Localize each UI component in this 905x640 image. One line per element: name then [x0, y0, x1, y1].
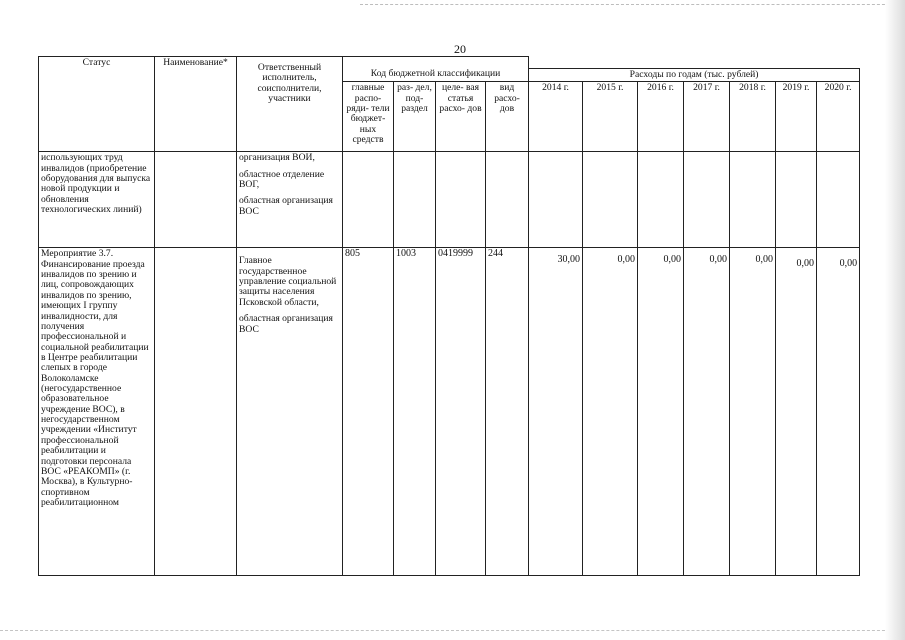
- scan-bottom-edge: [0, 630, 905, 631]
- row2-amount-2017: [684, 248, 730, 576]
- row1-empty-cell: [776, 152, 817, 248]
- row1-empty-cell: [730, 152, 776, 248]
- header-responsible: Ответственный исполнитель, соисполнители, участники: [237, 57, 343, 152]
- row1-empty-cell: [486, 152, 529, 248]
- scan-right-shadow: [885, 0, 905, 640]
- row2-code-target-article: 0419999: [436, 248, 486, 576]
- row2-amount-2016: [638, 248, 684, 576]
- header-year-2015: 2015 г.: [583, 82, 638, 152]
- header-expenses-group: Расходы по годам (тыс. рублей): [529, 69, 860, 82]
- row1-empty-cell: [436, 152, 486, 248]
- row2-code-expense-type: 244: [486, 248, 529, 576]
- amount-value: 0,00: [755, 254, 774, 266]
- header-name: Наименование*: [155, 57, 237, 152]
- amount-value: 30,00: [557, 254, 581, 266]
- header-budget-code-group: Код бюджетной классификации: [343, 57, 529, 82]
- header-year-2019: 2019 г.: [776, 82, 817, 152]
- row2-responsible-line: областная организация ВОС: [239, 313, 333, 335]
- row1-responsible-line: областное отделение ВОГ,: [239, 168, 325, 191]
- row1-empty-cell: [817, 152, 860, 248]
- header-year-2018: 2018 г.: [730, 82, 776, 152]
- row2-code-section: 1003: [394, 248, 436, 576]
- row2-amount-2014: [529, 248, 583, 576]
- row2-responsible: [237, 248, 343, 576]
- page-number: 20: [454, 42, 466, 56]
- row1-empty-cell: [394, 152, 436, 248]
- header-row-1: [39, 57, 860, 69]
- header-code-target-article: целе- вая статья расхо- дов: [436, 82, 486, 152]
- amount-value: 0,00: [709, 254, 728, 266]
- row2-name: [155, 248, 237, 576]
- row1-status: использующих труд инвалидов (приобретение оборудования для выпуска новой продукции и обновления технологических линий): [39, 152, 155, 248]
- row1-empty-cell: [583, 152, 638, 248]
- budget-table: [38, 56, 860, 576]
- row1-name: [155, 152, 237, 248]
- header-status: Статус: [39, 57, 155, 152]
- row1-empty-cell: [638, 152, 684, 248]
- row2-amount-2019: [776, 248, 817, 576]
- row1-empty-cell: [343, 152, 394, 248]
- row2-amount-2020: [817, 248, 860, 576]
- scan-top-edge: [360, 4, 905, 5]
- amount-value: 0,00: [796, 258, 815, 270]
- row1-empty-cell: [684, 152, 730, 248]
- header-code-section: раз- дел, под- раздел: [394, 82, 436, 152]
- row1-responsible-line: областная организация ВОС: [239, 195, 333, 217]
- row1-responsible: [237, 152, 343, 248]
- row2-responsible-line: Главное государственное управление социальной защиты населения Псковской области,: [239, 255, 337, 308]
- table-row: [39, 152, 860, 248]
- amount-value: 0,00: [617, 254, 636, 266]
- amount-value: 0,00: [663, 254, 682, 266]
- header-spacer: [529, 57, 860, 69]
- header-year-2014: 2014 г.: [529, 82, 583, 152]
- row2-code-main-manager: 805: [343, 248, 394, 576]
- header-year-2016: 2016 г.: [638, 82, 684, 152]
- row1-responsible-line: организация ВОИ,: [239, 152, 315, 164]
- header-year-2017: 2017 г.: [684, 82, 730, 152]
- table-row: [39, 248, 860, 576]
- amount-value: 0,00: [839, 258, 858, 270]
- row2-amount-2018: [730, 248, 776, 576]
- header-code-main-managers: главные распо- ряди- тели бюджет- ных средств: [343, 82, 394, 152]
- row1-empty-cell: [529, 152, 583, 248]
- row2-status: Мероприятие 3.7. Финансирование проезда инвалидов по зрению и лиц, сопровождающих инвалидов по зрению, имеющих I группу инвалидности, для получения профессиональной и социальной реабилитации в Центре реабилитации слепых в городе Волоколамске (негосударственное образовательное учреждение ВОС), в негосударственном учреждении «Институт профессиональной реабилитации и подготовки персонала ВОС «РЕАКОМП» (г. Москва), в Культурно-спортивном реабилитационном: [39, 248, 155, 576]
- header-year-2020: 2020 г.: [817, 82, 860, 152]
- header-code-expense-type: вид расхо- дов: [486, 82, 529, 152]
- row2-amount-2015: [583, 248, 638, 576]
